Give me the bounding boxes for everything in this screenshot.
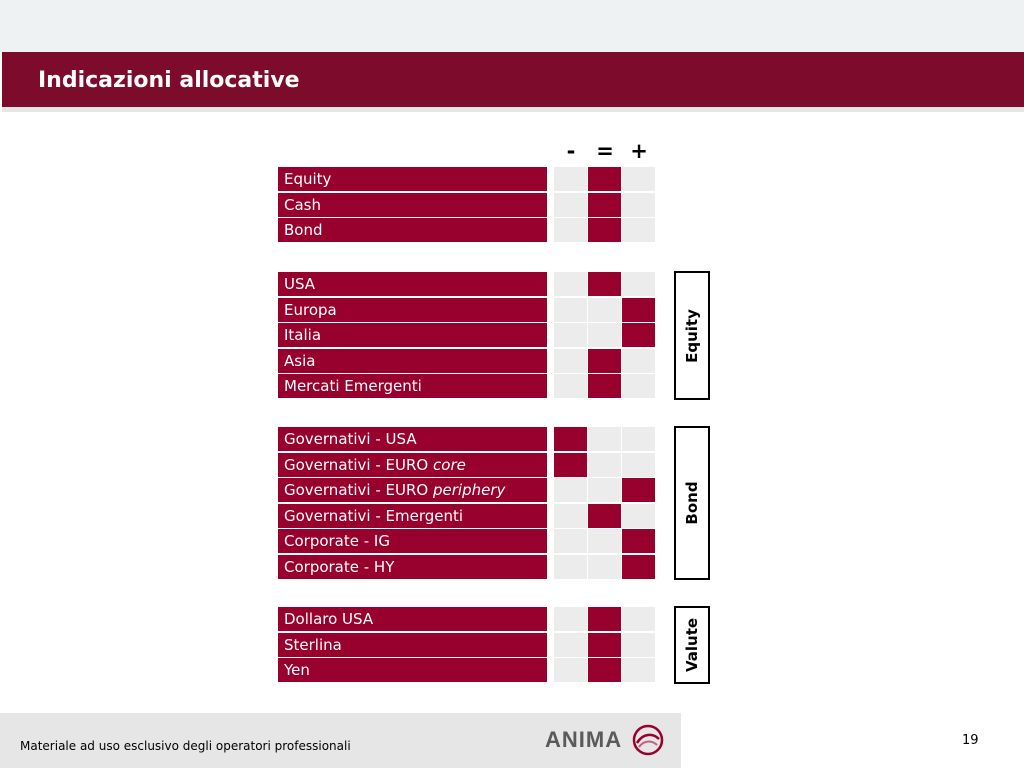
column-header-minus: -	[566, 139, 576, 163]
signal-cell	[622, 298, 655, 322]
group-label-equity: Equity	[683, 308, 701, 363]
signal-cell	[588, 478, 621, 502]
row-label: Europa	[278, 298, 547, 322]
signal-cell	[622, 633, 655, 657]
signal-cell	[588, 272, 621, 296]
signal-cell	[554, 218, 587, 242]
row-label: Governativi - EURO core	[278, 453, 547, 477]
signal-cell	[588, 504, 621, 528]
signal-cell	[554, 193, 587, 217]
signal-cell	[554, 349, 587, 373]
table-row	[278, 555, 656, 579]
row-label: Bond	[278, 218, 547, 242]
signal-cell	[554, 504, 587, 528]
signal-cell	[588, 374, 621, 398]
top-band	[0, 0, 1024, 52]
signal-cell	[588, 555, 621, 579]
row-label: Equity	[278, 167, 547, 191]
group-box-valute	[674, 606, 710, 684]
signal-cell	[622, 658, 655, 682]
signal-cell	[588, 658, 621, 682]
signal-cell	[554, 167, 587, 191]
table-row	[278, 658, 656, 682]
signal-cell	[588, 529, 621, 553]
row-label: USA	[278, 272, 547, 296]
signal-cell	[554, 374, 587, 398]
signal-cell	[622, 427, 655, 451]
signal-cell	[622, 607, 655, 631]
signal-cell	[554, 272, 587, 296]
signal-cell	[622, 218, 655, 242]
signal-cell	[588, 349, 621, 373]
row-label: Governativi - EURO periphery	[278, 478, 547, 502]
signal-cell	[588, 607, 621, 631]
table-row	[278, 218, 656, 242]
signal-cell	[622, 323, 655, 347]
title-underline	[2, 107, 1024, 112]
anima-swirl-icon	[631, 723, 665, 757]
page-number: 19	[962, 733, 979, 748]
anima-logo	[545, 722, 665, 758]
table-row	[278, 272, 656, 296]
signal-cell	[622, 529, 655, 553]
slide-title: Indicazioni allocative	[38, 68, 300, 93]
table-row	[278, 453, 656, 477]
table-row	[278, 193, 656, 217]
signal-cell	[554, 633, 587, 657]
signal-cell	[554, 555, 587, 579]
signal-cell	[622, 272, 655, 296]
signal-cell	[554, 323, 587, 347]
group-label-valute: Valute	[683, 617, 701, 673]
signal-cell	[554, 529, 587, 553]
column-header-equal: =	[596, 139, 614, 163]
signal-cell	[622, 193, 655, 217]
signal-cell	[622, 504, 655, 528]
signal-cell	[588, 218, 621, 242]
row-label: Italia	[278, 323, 547, 347]
row-label: Corporate - IG	[278, 529, 547, 553]
row-label: Cash	[278, 193, 547, 217]
table-row	[278, 374, 656, 398]
group-label-bond: Bond	[683, 481, 701, 525]
group-box-bond	[674, 426, 710, 580]
table-row	[278, 478, 656, 502]
signal-cell	[554, 607, 587, 631]
signal-cell	[588, 633, 621, 657]
signal-cell	[554, 478, 587, 502]
signal-cell	[554, 427, 587, 451]
signal-cell	[622, 478, 655, 502]
row-label: Governativi - Emergenti	[278, 504, 547, 528]
footer-disclaimer: Materiale ad uso esclusivo degli operatori professionali	[20, 739, 351, 753]
signal-cell	[588, 427, 621, 451]
table-row	[278, 349, 656, 373]
row-label: Corporate - HY	[278, 555, 547, 579]
signal-cell	[588, 453, 621, 477]
column-header-plus: +	[630, 139, 648, 163]
table-row	[278, 298, 656, 322]
signal-cell	[588, 323, 621, 347]
signal-cell	[622, 374, 655, 398]
signal-cell	[588, 167, 621, 191]
signal-cell	[622, 167, 655, 191]
signal-cell	[588, 298, 621, 322]
signal-cell	[554, 298, 587, 322]
signal-cell	[554, 453, 587, 477]
group-box-equity	[674, 271, 710, 400]
row-label: Yen	[278, 658, 547, 682]
anima-logo-text: ANIMA	[545, 727, 623, 752]
table-row	[278, 633, 656, 657]
signal-cell	[622, 349, 655, 373]
signal-cell	[622, 555, 655, 579]
table-row	[278, 504, 656, 528]
table-row	[278, 427, 656, 451]
row-label: Governativi - USA	[278, 427, 547, 451]
table-row	[278, 323, 656, 347]
table-row	[278, 529, 656, 553]
signal-cell	[554, 658, 587, 682]
signal-cell	[622, 453, 655, 477]
table-row	[278, 607, 656, 631]
row-label: Dollaro USA	[278, 607, 547, 631]
row-label: Sterlina	[278, 633, 547, 657]
signal-cell	[588, 193, 621, 217]
row-label: Mercati Emergenti	[278, 374, 547, 398]
row-label: Asia	[278, 349, 547, 373]
table-row	[278, 167, 656, 191]
